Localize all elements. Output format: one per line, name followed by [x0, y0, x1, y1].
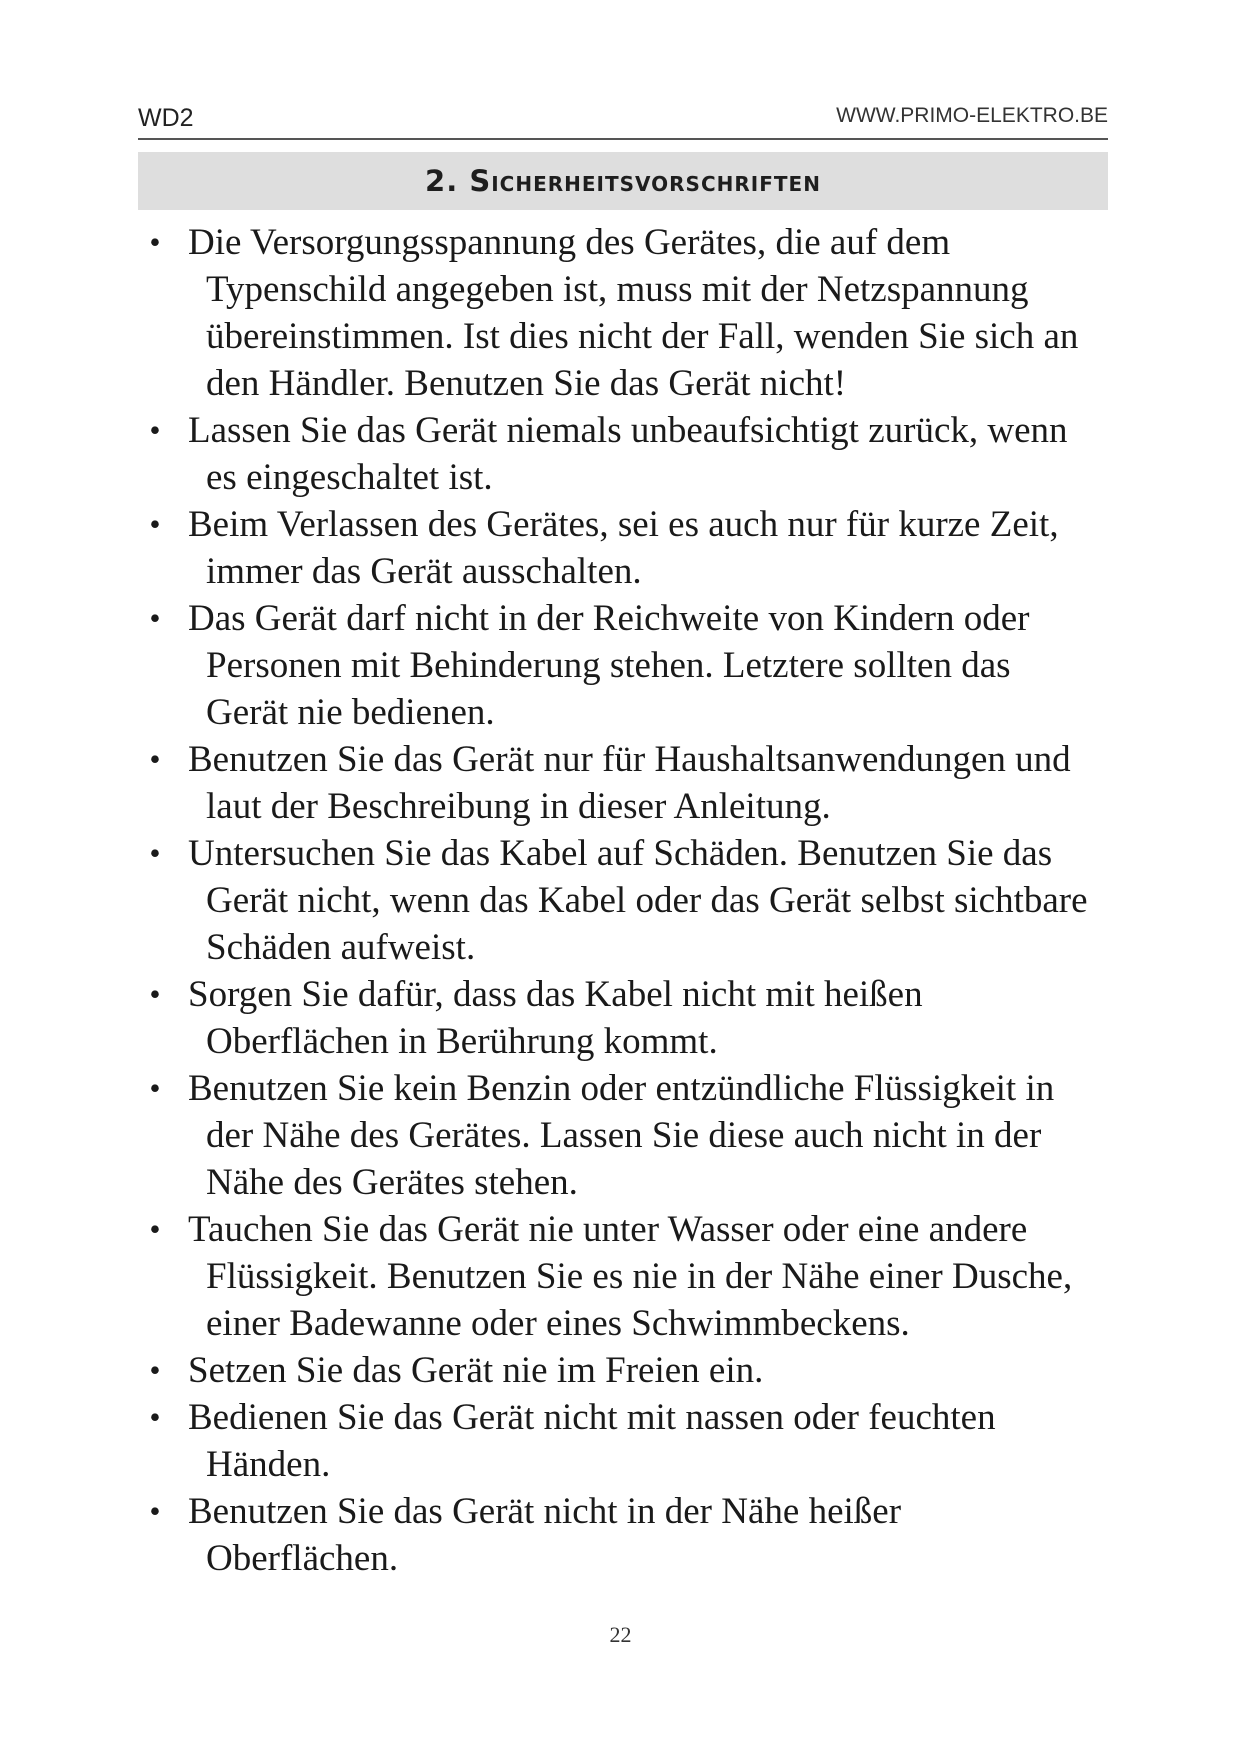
bullet-icon: • — [149, 224, 161, 260]
section-title: 2. Sicherheitsvorschriften — [425, 164, 821, 198]
safety-instructions-list — [140, 219, 1100, 1582]
list-item — [140, 501, 1100, 595]
page-number: 22 — [609, 1622, 632, 1647]
bullet-icon: • — [149, 1493, 161, 1529]
list-item-text: Lassen Sie das Gerät niemals unbeaufsichtigt zurück, wenn es eingeschaltet ist. — [188, 410, 1068, 498]
list-item — [140, 1206, 1100, 1347]
website-label: WWW.PRIMO-ELEKTRO.BE — [836, 104, 1108, 127]
list-item-text: Benutzen Sie das Gerät nur für Haushaltsanwendungen und laut der Beschreibung in dieser Anleitung. — [188, 739, 1071, 827]
bullet-icon: • — [149, 506, 161, 542]
list-item-text: Sorgen Sie dafür, dass das Kabel nicht mit heißen Oberflächen in Berührung kommt. — [188, 974, 923, 1062]
model-label: WD2 — [138, 104, 194, 132]
list-item-text: Die Versorgungsspannung des Gerätes, die auf dem Typenschild angegeben ist, muss mit der Netzspannung übereinstimmen. Ist dies nicht der Fall, wenden Sie sich an den Händler. Benutzen Sie das Gerät nicht! — [188, 222, 1079, 404]
bullet-icon: • — [149, 741, 161, 777]
list-item — [140, 830, 1100, 971]
list-item-text: Setzen Sie das Gerät nie im Freien ein. — [188, 1350, 764, 1391]
list-item-text: Benutzen Sie das Gerät nicht in der Nähe heißer Oberflächen. — [188, 1491, 902, 1579]
list-item-text: Untersuchen Sie das Kabel auf Schäden. Benutzen Sie das Gerät nicht, wenn das Kabel oder das Gerät selbst sichtbare Schäden aufweist. — [188, 833, 1088, 968]
list-item — [140, 1394, 1100, 1488]
list-item-text: Benutzen Sie kein Benzin oder entzündliche Flüssigkeit in der Nähe des Gerätes. Lassen Sie diese auch nicht in der Nähe des Gerätes stehen. — [188, 1068, 1055, 1203]
list-item-text: Das Gerät darf nicht in der Reichweite von Kindern oder Personen mit Behinderung stehen. Letztere sollten das Gerät nie bedienen. — [188, 598, 1030, 733]
bullet-icon: • — [149, 1352, 161, 1388]
list-item — [140, 1065, 1100, 1206]
list-item — [140, 971, 1100, 1065]
section-title-bar — [138, 152, 1108, 210]
bullet-icon: • — [149, 1070, 161, 1106]
list-item-text: Tauchen Sie das Gerät nie unter Wasser oder eine andere Flüssigkeit. Benutzen Sie es nie in der Nähe einer Dusche, einer Badewanne oder eines Schwimmbeckens. — [188, 1209, 1073, 1344]
bullet-icon: • — [149, 412, 161, 448]
list-item — [140, 736, 1100, 830]
list-item — [140, 407, 1100, 501]
list-item — [140, 1488, 1100, 1582]
list-item — [140, 595, 1100, 736]
list-item-text: Beim Verlassen des Gerätes, sei es auch nur für kurze Zeit, immer das Gerät ausschalten. — [188, 504, 1059, 592]
bullet-icon: • — [149, 1211, 161, 1247]
list-item — [140, 219, 1100, 407]
page-header — [138, 100, 1108, 140]
bullet-icon: • — [149, 1399, 161, 1435]
list-item-text: Bedienen Sie das Gerät nicht mit nassen oder feuchten Händen. — [188, 1397, 996, 1485]
list-item — [140, 1347, 1100, 1394]
bullet-icon: • — [149, 600, 161, 636]
bullet-icon: • — [149, 976, 161, 1012]
bullet-icon: • — [149, 835, 161, 871]
